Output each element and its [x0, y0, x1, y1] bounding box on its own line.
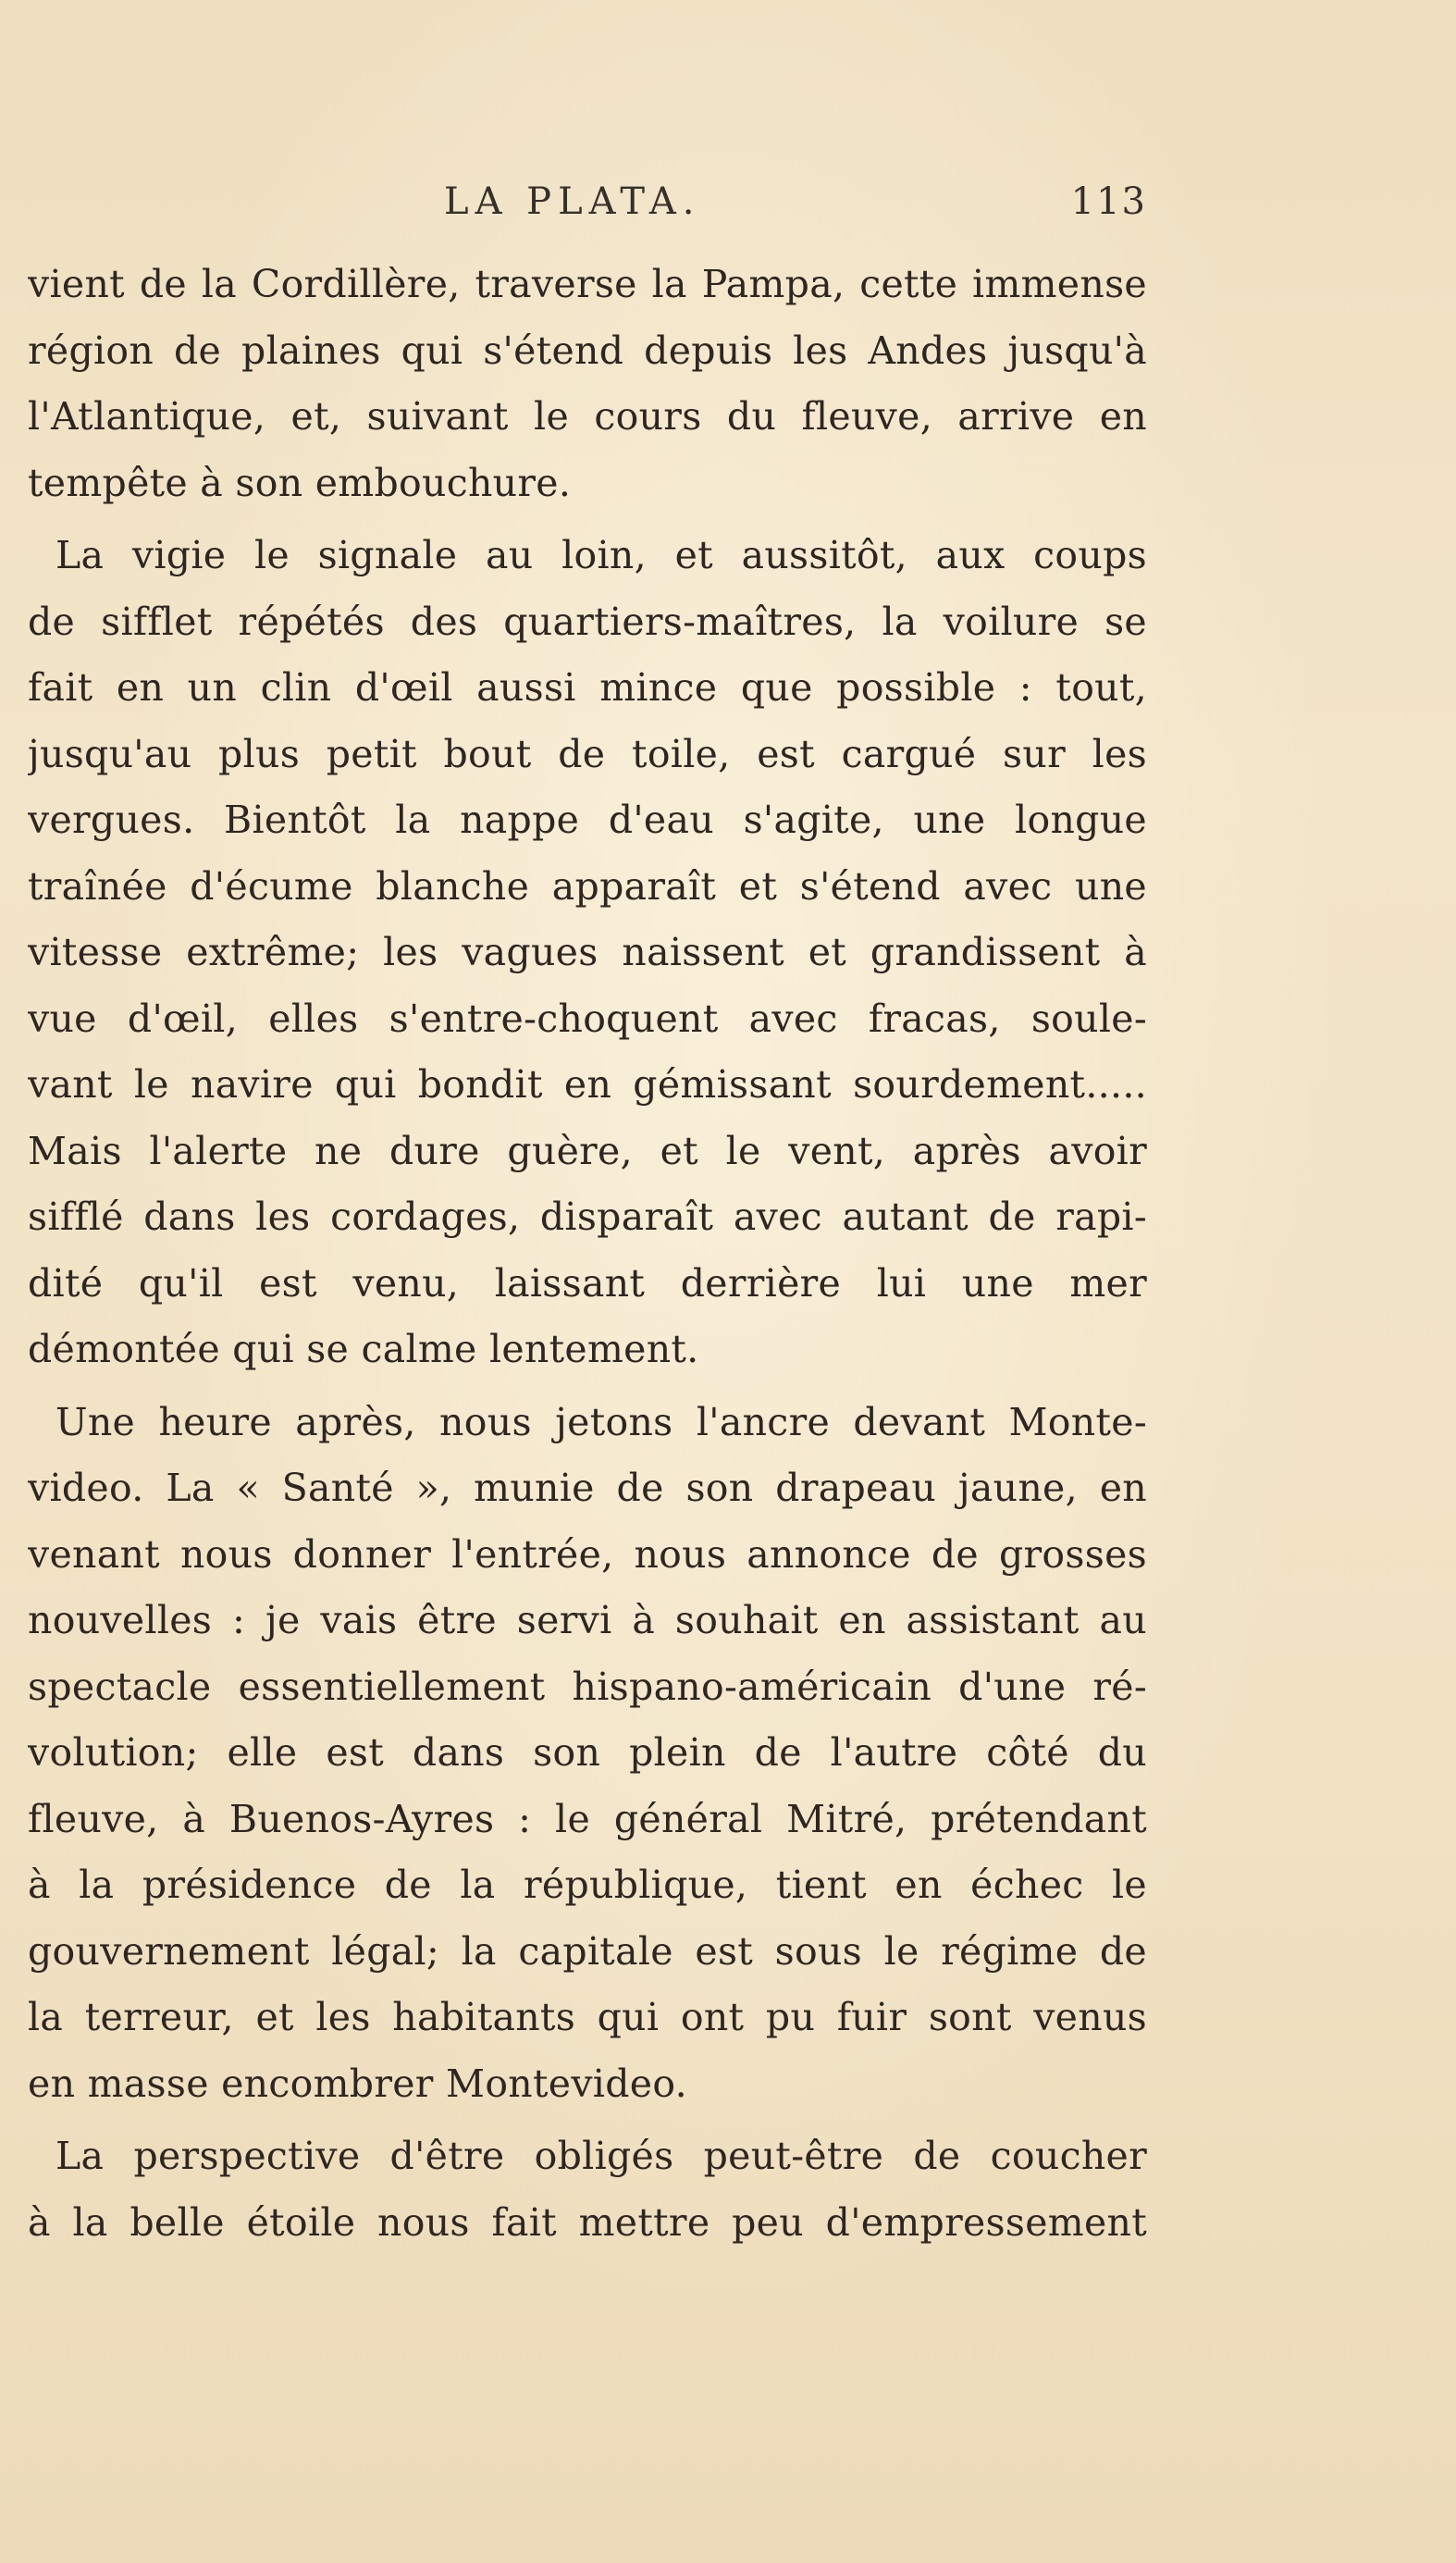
text-line: gouvernement légal; la capitale est sous le régime de — [28, 1928, 1147, 1974]
text-line: dité qu'il est venu, laissant derrière lui une mer — [28, 1260, 1147, 1306]
text-line: à la présidence de la république, tient en échec le — [28, 1863, 1147, 1907]
page-number: 113 — [1070, 180, 1147, 223]
text-line: vitesse extrême; les vagues naissent et grandissent à — [28, 930, 1147, 974]
text-line: Une heure après, nous jetons l'ancre devant Monte- — [56, 1399, 1147, 1444]
running-head — [28, 174, 1147, 229]
text-line: en masse encombrer Montevideo. — [28, 2061, 687, 2106]
running-title: LA PLATA. — [444, 180, 701, 223]
text-line: fleuve, à Buenos-Ayres : le général Mitré, prétendant — [28, 1796, 1147, 1841]
text-line: fait en un clin d'œil aussi mince que possible : tout, — [28, 665, 1147, 710]
text-line: vant le navire qui bondit en gémissant sourdement..... — [28, 1062, 1147, 1107]
text-line: venant nous donner l'entrée, nous annonce de grosses — [28, 1531, 1147, 1577]
text-line: l'Atlantique, et, suivant le cours du fleuve, arrive en — [28, 394, 1147, 439]
text-line: La perspective d'être obligés peut-être de coucher — [56, 2134, 1147, 2178]
text-line: nouvelles : je vais être servi à souhait en assistant au — [28, 1598, 1147, 1642]
text-line: traînée d'écume blanche apparaît et s'étend avec une — [28, 863, 1147, 909]
text-line: tempête à son embouchure. — [28, 460, 572, 505]
body-text — [28, 252, 1147, 2256]
text-line: Mais l'alerte ne dure guère, et le vent, après avoir — [28, 1128, 1147, 1173]
text-line: volution; elle est dans son plein de l'autre côté du — [28, 1730, 1147, 1775]
text-line: à la belle étoile nous fait mettre peu d'empressement — [28, 2199, 1147, 2245]
text-line: La vigie le signale au loin, et aussitôt, aux coups — [56, 533, 1147, 577]
text-line: vue d'œil, elles s'entre-choquent avec fracas, soule- — [28, 996, 1147, 1041]
text-line: la terreur, et les habitants qui ont pu fuir sont venus — [28, 1995, 1147, 2039]
text-line: démontée qui se calme lentement. — [28, 1327, 699, 1371]
text-line: video. La « Santé », munie de son drapeau jaune, en — [28, 1466, 1147, 1510]
text-line: sifflé dans les cordages, disparaît avec autant de rapi- — [28, 1195, 1147, 1239]
text-line: vient de la Cordillère, traverse la Pampa, cette immense — [28, 262, 1147, 306]
text-line: jusqu'au plus petit bout de toile, est cargué sur les — [28, 731, 1147, 776]
text-line: région de plaines qui s'étend depuis les Andes jusqu'à — [28, 328, 1147, 373]
text-line: de sifflet répétés des quartiers-maîtres, la voilure se — [28, 599, 1147, 644]
text-line: vergues. Bientôt la nappe d'eau s'agite, une longue — [28, 798, 1147, 842]
text-line: spectacle essentiellement hispano-américain d'une ré- — [28, 1664, 1147, 1709]
